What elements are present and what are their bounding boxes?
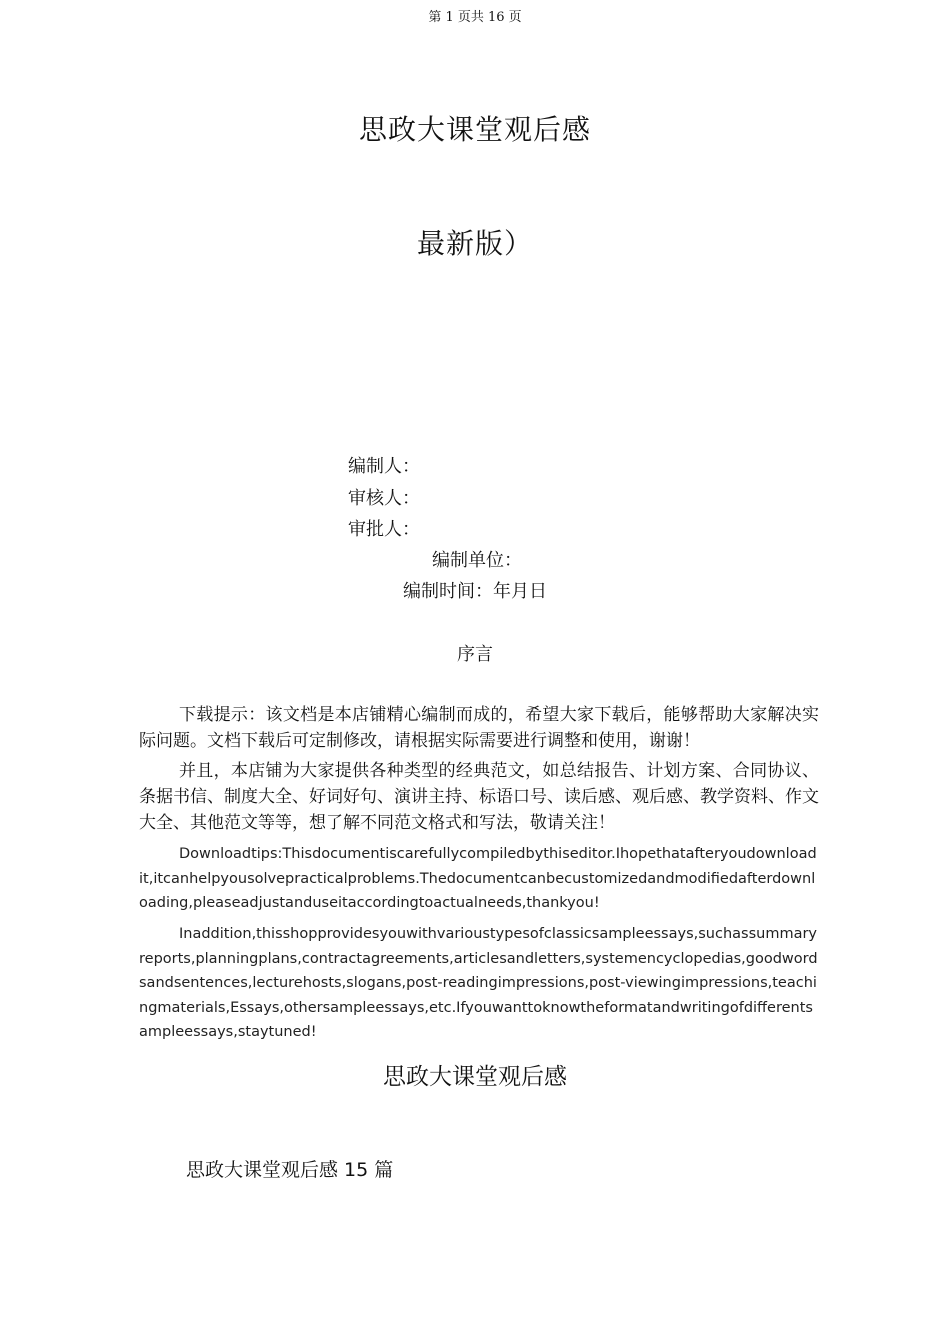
document-title: 思政大课堂观后感 [358, 113, 591, 146]
reviewer-label: 审核人： [348, 488, 420, 509]
preface-paragraph-download-tip: 下载提示：该文档是本店铺精心编制而成的，希望大家下载后，能够帮助大家解决实际问题。文档下载后可定制修改，请根据实际需要进行调整和使用，谢谢！ [139, 705, 819, 751]
preface-paragraph-sample-types: 并且，本店铺为大家提供各种类型的经典范文，如总结报告、计划方案、合同协议、条据书信、制度大全、好词好句、演讲主持、标语口号、读后感、观后感、教学资料、作文大全、其他范文等等，想了解不同范文格式和写法，敬请关注！ [139, 761, 819, 833]
preface-heading: 序言 [457, 644, 493, 665]
time-label: 编制时间：年月日 [403, 581, 547, 602]
compiler-label: 编制人： [348, 456, 420, 477]
essay-title: 思政大课堂观后感 [383, 1064, 567, 1090]
unit-label: 编制单位： [432, 550, 522, 571]
essay-subtitle: 思政大课堂观后感 15 篇 [186, 1159, 394, 1181]
document-subtitle: 最新版） [416, 227, 533, 260]
approver-label: 审批人： [348, 519, 420, 540]
preface-paragraph-english-sample-types: Inaddition,thisshopprovidesyouwithvarioustypesofclassicsampleessays,suchassummaryreports,planningplans,contractagreements,articlesandletters,systemencyclopedias,goodwordsandsentences,lecturehosts,slogans,post-readingimpressions,post-viewingimpressions,teachingmaterials,Essays,othersampleessays,etc.Ifyouwanttoknowtheformatandwritingofdifferentsampleessays,staytuned! [139, 926, 818, 1040]
preface-paragraph-english-download-tip: Downloadtips:Thisdocumentiscarefullycompiledbythiseditor.Ihopethatafteryoudownloadit,itcanhelpyousolvepracticalproblems.Thedocumentcanbecustomizedandmodifiedafterdownloading,pleaseadjustanduseitaccordingtoactualneeds,thankyou! [139, 846, 817, 911]
page-number: 第 1 页共 16 页 [428, 10, 522, 25]
